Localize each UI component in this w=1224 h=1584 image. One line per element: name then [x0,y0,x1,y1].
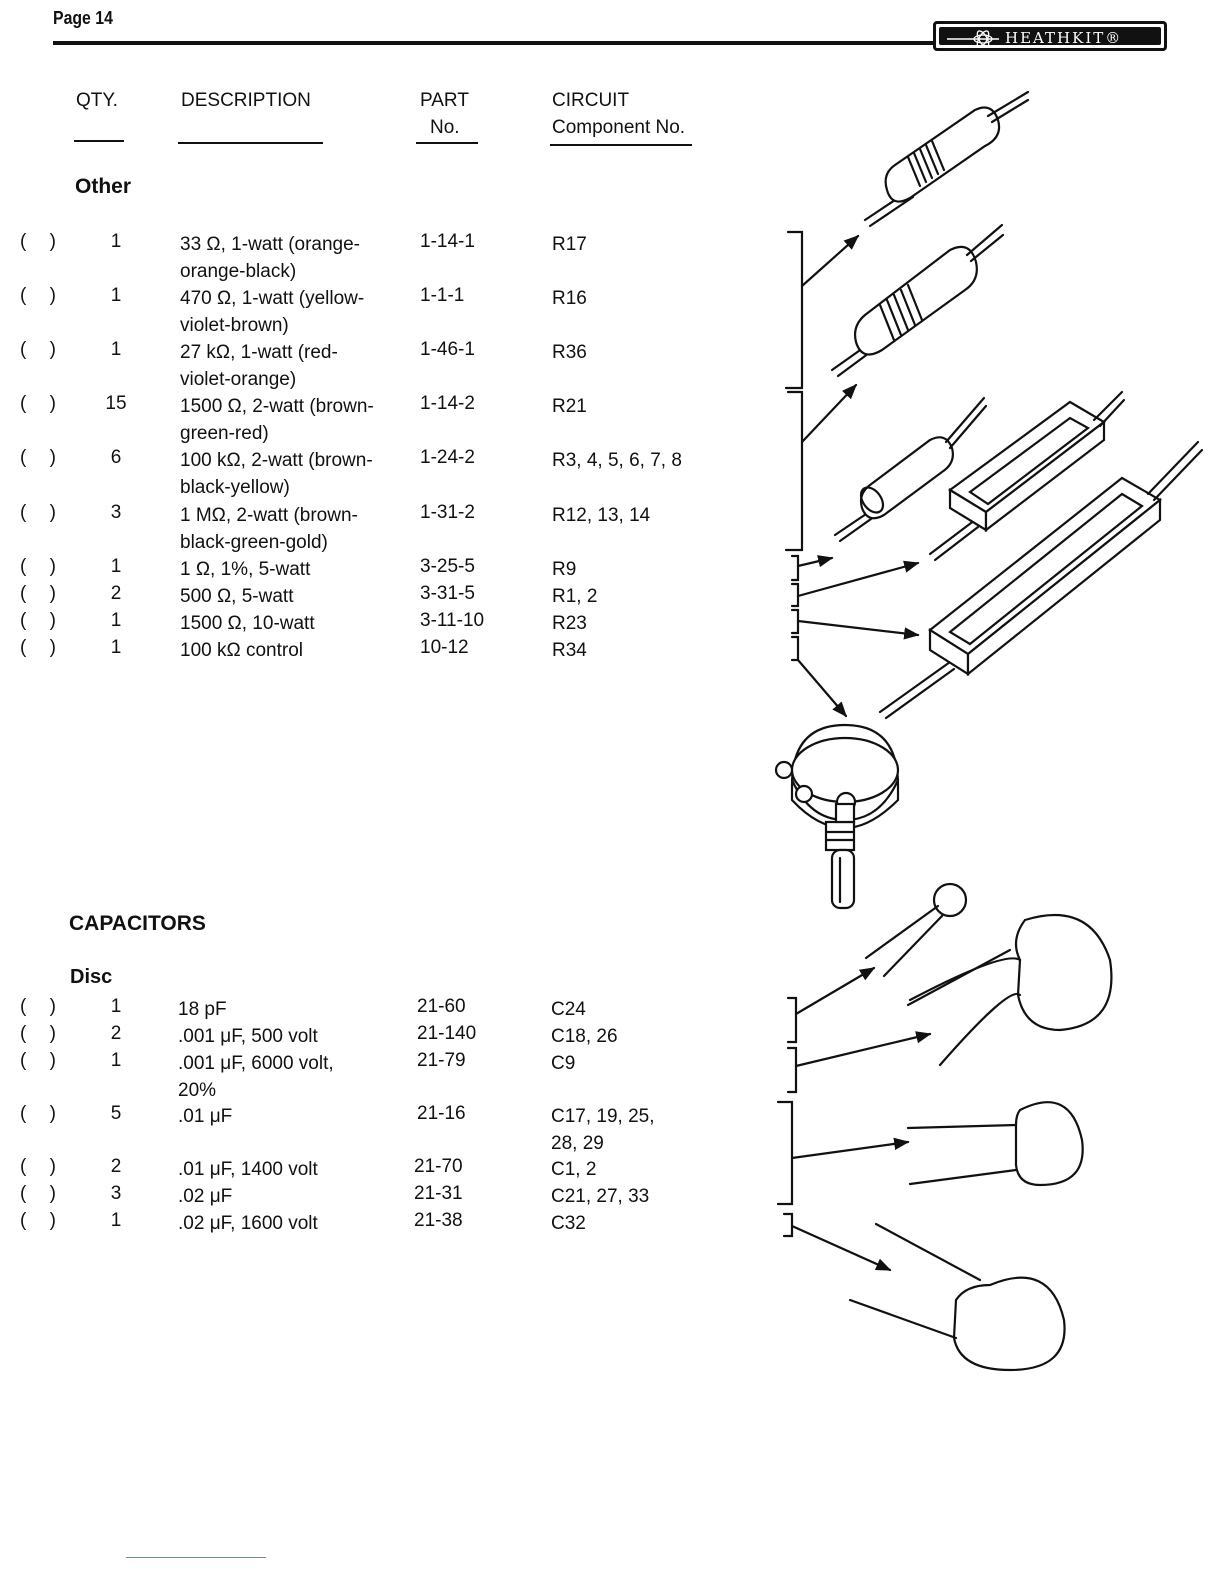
circuit-cell: R9 [552,559,577,580]
checkbox[interactable]: ( ) [20,996,65,1017]
qty-cell: 1 [110,610,122,631]
checkbox[interactable]: ( ) [20,1103,65,1124]
table-row [0,447,760,498]
description-cell: .01 μF, 1400 volt [178,1159,318,1180]
qty-header-rule [74,140,124,142]
table-row [0,231,760,282]
header-rule [53,41,938,45]
part-cell: 1-46-1 [420,339,475,360]
checkbox[interactable]: ( ) [20,231,65,252]
description-cell: .02 μF, 1600 volt [178,1213,318,1234]
checkbox[interactable]: ( ) [20,637,65,658]
description-cell: 33 Ω, 1-watt (orange- orange-black) [180,234,361,282]
circuit-cell: C24 [551,999,586,1020]
checkbox[interactable]: ( ) [20,1210,65,1231]
table-row [0,502,760,553]
part-cell: 1-24-2 [420,447,475,468]
circuit-cell: R21 [552,396,587,417]
description-cell: .02 μF [178,1186,233,1207]
qty-cell: 1 [110,1050,122,1071]
qty-cell: 1 [110,339,122,360]
qty-cell: 6 [110,447,122,468]
disc-capacitor-medium-icon [908,1102,1083,1185]
circuit-header-rule [550,144,692,146]
qty-cell: 1 [110,556,122,577]
circuit-cell: C32 [551,1213,586,1234]
part-cell: 21-79 [417,1050,466,1071]
circuit-cell: C1, 2 [551,1159,597,1180]
circuit-cell: R16 [552,288,587,309]
circuit-cell: R12, 13, 14 [552,505,651,526]
description-cell: .001 μF, 6000 volt, 20% [178,1053,334,1101]
part-header-rule [416,142,478,144]
component-illustrations [770,80,1210,1380]
table-row [0,996,760,1023]
description-cell: 1500 Ω, 2-watt (brown- green-red) [180,396,374,444]
atom-icon [947,30,999,48]
table-row [0,1023,760,1050]
circuit-cell: R34 [552,640,587,661]
qty-cell: 1 [110,285,122,306]
table-row [0,1210,760,1237]
part-cell: 10-12 [420,637,469,658]
qty-cell: 2 [110,1156,122,1177]
resistor-1watt-icon [865,92,1028,226]
circuit-cell: R36 [552,342,587,363]
qty-cell: 2 [110,583,122,604]
description-header-rule [178,142,323,144]
checkbox[interactable]: ( ) [20,1050,65,1071]
description-cell: .001 μF, 500 volt [178,1026,318,1047]
qty-cell: 1 [110,996,122,1017]
description-cell: 470 Ω, 1-watt (yellow- violet-brown) [180,288,365,336]
qty-cell: 5 [110,1103,122,1124]
description-cell: 500 Ω, 5-watt [180,586,294,607]
disc-capacitor-small-icon [866,884,966,976]
footer-rule [126,1557,266,1558]
checkbox[interactable]: ( ) [20,610,65,631]
table-row [0,556,760,583]
part-cell: 21-31 [414,1183,463,1204]
heathkit-logo [933,21,1167,51]
checkbox[interactable]: ( ) [20,1023,65,1044]
checkbox[interactable]: ( ) [20,1156,65,1177]
checkbox[interactable]: ( ) [20,393,65,414]
table-row [0,339,760,390]
qty-cell: 1 [110,231,122,252]
section-capacitors: CAPACITORS [69,912,206,935]
table-row [0,393,760,444]
table-row [0,1183,760,1210]
part-cell: 21-140 [417,1023,477,1044]
description-cell: 1500 Ω, 10-watt [180,613,315,634]
component-no-header: Component No. [552,117,686,138]
circuit-cell: R1, 2 [552,586,598,607]
table-row [0,610,760,637]
part-no-header: No. [430,117,460,138]
circuit-header: CIRCUIT [552,90,630,111]
qty-cell: 15 [105,393,127,414]
circuit-cell: R23 [552,613,587,634]
resistor-1watt-large-icon [832,225,1003,376]
description-cell: .01 μF [178,1106,233,1127]
qty-cell: 3 [110,502,122,523]
page-number: Page 14 [53,8,113,28]
section-disc: Disc [70,966,113,988]
qty-cell: 1 [110,1210,122,1231]
part-cell: 21-16 [417,1103,466,1124]
table-row [0,583,760,610]
qty-cell: 3 [110,1183,122,1204]
circuit-cell: R17 [552,234,587,255]
description-cell: 1 MΩ, 2-watt (brown- black-green-gold) [180,505,358,553]
part-cell: 1-14-1 [420,231,475,252]
brand-name: HEATHKIT® [1005,29,1123,47]
description-cell: 100 kΩ, 2-watt (brown- black-yellow) [180,450,373,498]
table-row [0,285,760,336]
part-cell: 21-60 [417,996,466,1017]
description-cell: 27 kΩ, 1-watt (red- violet-orange) [180,342,338,390]
table-row [0,637,760,664]
part-cell: 3-31-5 [420,583,475,604]
checkbox[interactable]: ( ) [20,447,65,468]
description-cell: 18 pF [178,999,227,1020]
qty-cell: 2 [110,1023,122,1044]
disc-capacitor-large-icon [908,915,1111,1065]
description-cell: 1 Ω, 1%, 5-watt [180,559,311,580]
checkbox[interactable]: ( ) [20,339,65,360]
resistor-2watt-icon [835,398,986,541]
circuit-cell: C21, 27, 33 [551,1186,650,1207]
checkbox[interactable]: ( ) [20,583,65,604]
checkbox[interactable]: ( ) [20,556,65,577]
disc-capacitor-xlarge-icon [850,1224,1065,1370]
circuit-cell: R3, 4, 5, 6, 7, 8 [552,450,682,471]
description-header: DESCRIPTION [181,90,311,111]
checkbox[interactable]: ( ) [20,502,65,523]
part-cell: 3-25-5 [420,556,475,577]
circuit-cell: C18, 26 [551,1026,618,1047]
part-cell: 21-70 [414,1156,463,1177]
checkbox[interactable]: ( ) [20,285,65,306]
description-cell: 100 kΩ control [180,640,303,661]
part-cell: 1-14-2 [420,393,475,414]
part-cell: 21-38 [414,1210,463,1231]
circuit-cell: C17, 19, 25, 28, 29 [551,1106,655,1154]
qty-header: QTY. [76,90,118,111]
qty-cell: 1 [110,637,122,658]
part-cell: 1-1-1 [420,285,465,306]
part-cell: 3-11-10 [420,610,485,631]
table-row [0,1156,760,1183]
circuit-cell: C9 [551,1053,576,1074]
table-row [0,1050,760,1101]
potentiometer-icon [776,725,898,908]
part-cell: 1-31-2 [420,502,475,523]
checkbox[interactable]: ( ) [20,1183,65,1204]
section-other: Other [75,175,132,198]
part-header: PART [420,90,469,111]
table-row [0,1103,760,1154]
